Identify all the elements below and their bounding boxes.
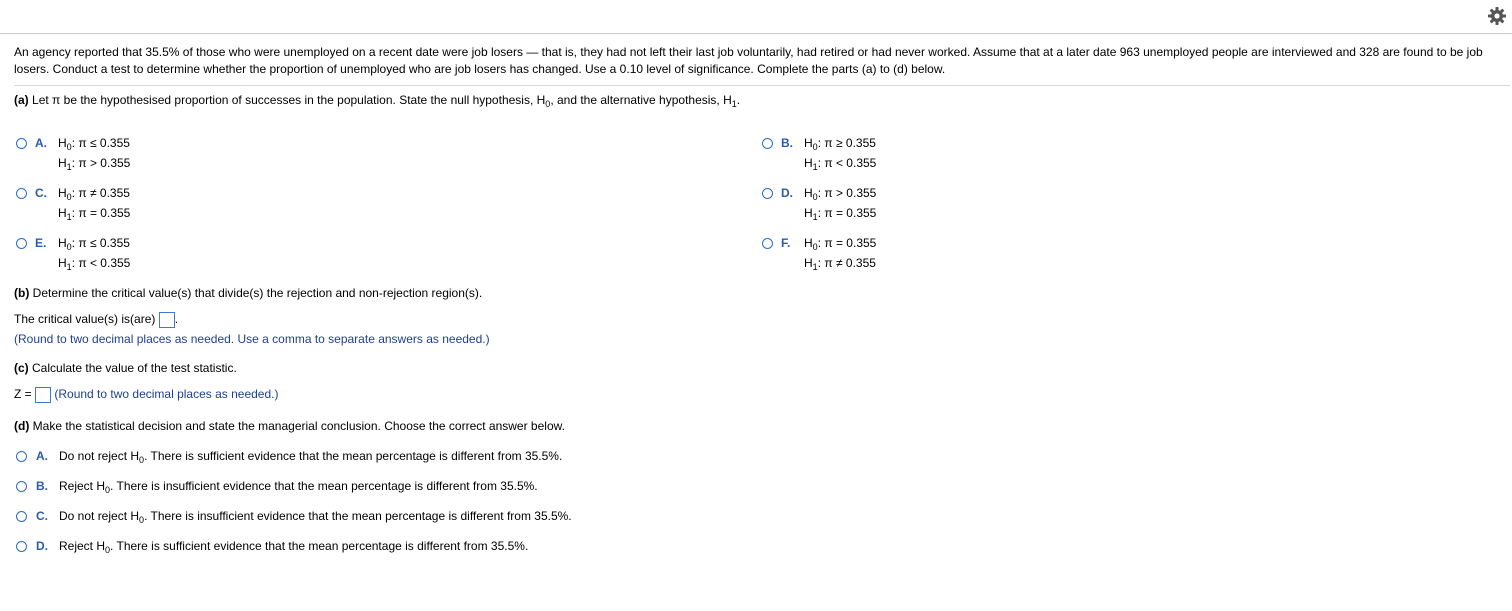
part-c-prompt [14, 360, 237, 376]
option-letter: D. [36, 539, 48, 553]
part-c-hint: (Round to two decimal places as needed.) [54, 387, 279, 401]
part-d-prompt-text: Make the statistical decision and state the managerial conclusion. Choose the correct answer below. [32, 419, 565, 433]
top-divider [0, 33, 1512, 34]
option-letter: F. [781, 236, 791, 250]
option-letter: C. [36, 509, 48, 523]
part-b-prompt [14, 285, 482, 301]
alt-hypothesis: $H_1$: π < 0.355 [804, 156, 877, 172]
alt-hypothesis: $H_1$: π ≠ 0.355 [804, 256, 876, 272]
part-a-label: (a) [14, 93, 29, 107]
option-letter: B. [781, 136, 793, 150]
null-hypothesis: $H_0$: π ≥ 0.355 [804, 136, 876, 152]
null-hypothesis: $H_0$: π = 0.355 [804, 236, 877, 252]
radio-button-d[interactable] [16, 541, 27, 552]
part-d-prompt [14, 418, 565, 434]
part-c-prompt-text: Calculate the value of the test statistic. [32, 361, 237, 375]
part-a-prompt-text-1: Let π be the hypothesised proportion of successes in the population. State the null hypothesis, H [32, 93, 546, 107]
null-hypothesis: $H_0$: π > 0.355 [804, 186, 877, 202]
radio-button-c[interactable] [16, 188, 27, 199]
radio-button-b[interactable] [762, 138, 773, 149]
test-statistic-row [14, 386, 279, 403]
z-label: Z = [14, 387, 32, 401]
alt-hypothesis: $H_1$: π = 0.355 [58, 206, 131, 222]
radio-button-f[interactable] [762, 238, 773, 249]
alt-hypothesis: $H_1$: π = 0.355 [804, 206, 877, 222]
gear-icon[interactable] [1487, 6, 1507, 26]
part-b-prompt-text: Determine the critical value(s) that divide(s) the rejection and non-rejection region(s). [32, 286, 483, 300]
radio-button-e[interactable] [16, 238, 27, 249]
option-letter: A. [35, 136, 47, 150]
option-text: Reject $H_0$. There is insufficient evidence that the mean percentage is different from 35.5%. [59, 479, 538, 495]
part-b-label: (b) [14, 286, 30, 300]
option-letter: A. [36, 449, 48, 463]
subscript-1: 1 [731, 99, 737, 109]
part-c-label: (c) [14, 361, 29, 375]
section-divider [14, 85, 1510, 86]
critical-value-row [14, 311, 178, 328]
radio-button-c[interactable] [16, 511, 27, 522]
alt-hypothesis: $H_1$: π < 0.355 [58, 256, 131, 272]
option-text: Do not reject $H_0$. There is insufficient evidence that the mean percentage is different from 35.5%. [59, 509, 572, 525]
subscript-0: 0 [545, 99, 551, 109]
option-letter: E. [35, 236, 47, 250]
null-hypothesis: $H_0$: π ≠ 0.355 [58, 186, 130, 202]
part-d-label: (d) [14, 419, 30, 433]
problem-statement: An agency reported that 35.5% of those who were unemployed on a recent date were job losers — that is, they had not left their last job voluntarily, had retired or had never worked. Assume that at a later date 963 unemployed people are interviewed and 328 are found to be job losers. Conduct a test to determine whether the proportion of unemployed who are job losers has changed. Use a 0.10 level of significance. Complete the parts (a) to (d) below. [14, 45, 1483, 76]
radio-button-a[interactable] [16, 451, 27, 462]
part-a-prompt-end: . [736, 93, 741, 107]
critical-value-label: The critical value(s) is(are) [14, 312, 156, 326]
critical-value-period: . [174, 312, 179, 326]
option-letter: D. [781, 186, 793, 200]
part-a-prompt [14, 92, 740, 108]
option-letter: C. [35, 186, 47, 200]
option-letter: B. [36, 479, 48, 493]
test-statistic-input[interactable] [35, 387, 51, 403]
radio-button-b[interactable] [16, 481, 27, 492]
radio-button-a[interactable] [16, 138, 27, 149]
critical-value-input[interactable] [159, 312, 175, 328]
alt-hypothesis: $H_1$: π > 0.355 [58, 156, 131, 172]
null-hypothesis: $H_0$: π ≤ 0.355 [58, 236, 130, 252]
null-hypothesis: $H_0$: π ≤ 0.355 [58, 136, 130, 152]
part-b-hint: (Round to two decimal places as needed. Use a comma to separate answers as needed.) [14, 332, 490, 346]
part-a-prompt-text-2: , and the alternative hypothesis, H [550, 93, 732, 107]
option-text: Reject $H_0$. There is sufficient evidence that the mean percentage is different from 35.5%. [59, 539, 529, 555]
option-text: Do not reject $H_0$. There is sufficient evidence that the mean percentage is different from 35.5%. [59, 449, 563, 465]
radio-button-d[interactable] [762, 188, 773, 199]
